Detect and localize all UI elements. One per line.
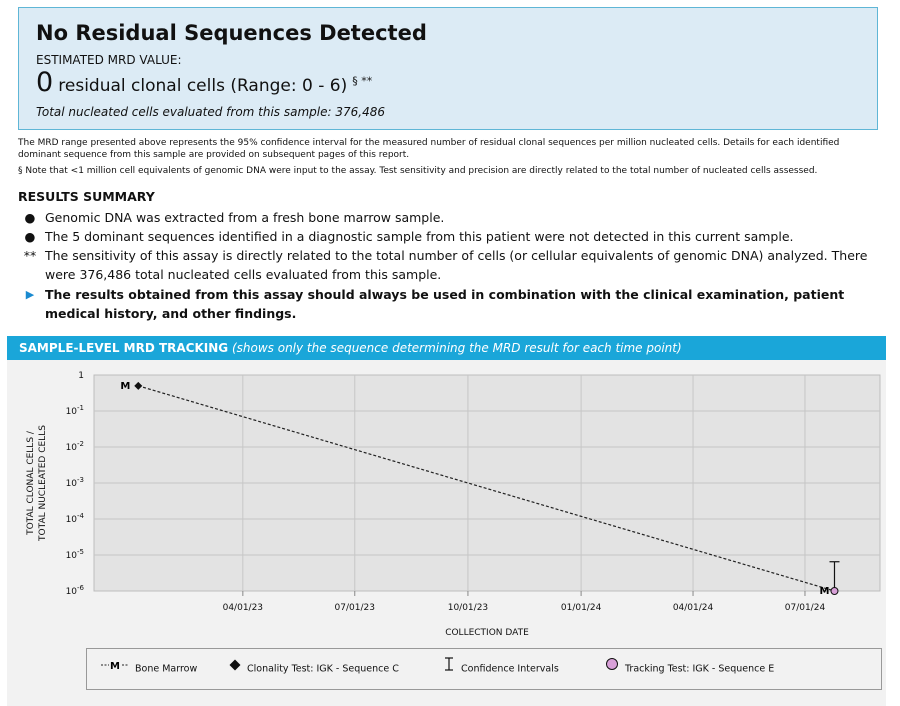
y-tick-exponent: -3 — [77, 476, 84, 484]
sample-type-label: M — [120, 380, 131, 392]
tracking-test-point — [831, 588, 838, 595]
y-tick-label: $10^{-4}$ — [65, 512, 84, 525]
tracking-title: SAMPLE-LEVEL MRD TRACKING — [19, 341, 229, 355]
total-nucleated-cells: Total nucleated cells evaluated from this sample: 376,486 — [36, 105, 385, 119]
y-tick-exponent: -6 — [77, 584, 84, 592]
mrd-value-line — [36, 67, 372, 98]
results-summary-title: RESULTS SUMMARY — [18, 189, 155, 204]
summary-item-text: The results obtained from this assay should always be used in combination with the clinical examination, patient medical history, and other findings. — [45, 287, 845, 321]
x-tick-label: 04/01/24 — [672, 603, 714, 613]
y-axis-title-line1: TOTAL CLONAL CELLS / — [26, 431, 36, 535]
y-tick-label: $10^{-5}$ — [65, 548, 84, 561]
y-tick-label: $10^{-1}$ — [65, 404, 84, 417]
bone-marrow-line-icon — [101, 649, 129, 689]
legend-item-confidence-intervals — [443, 649, 559, 689]
legend-label: Confidence Intervals — [461, 663, 559, 675]
dna-input-note: § Note that <1 million cell equivalents of genomic DNA were input to the assay. Test sensitivity and precision are directly related to the total number of nucleated cells assessed. — [18, 166, 818, 176]
legend-label: Bone Marrow — [135, 663, 198, 675]
x-tick-label: 07/01/24 — [784, 603, 826, 613]
mrd-range-note: The MRD range presented above represents the 95% confidence interval for the measured number of residual clonal sequences per million nucleated cells. Details for each identified dominant sequence from this sample are provided on subsequent pages of this report. — [18, 138, 840, 160]
mrd-value: 0 — [36, 67, 54, 98]
legend-item-tracking-test — [605, 649, 774, 689]
chart-legend — [86, 648, 882, 690]
legend-label: Tracking Test: IGK - Sequence E — [625, 663, 775, 675]
bullet-dot: ● — [24, 210, 36, 225]
mrd-value-text: residual clonal cells (Range: 0 - 6) — [58, 76, 348, 96]
tracking-subtitle: (shows only the sequence determining the MRD result for each time point) — [231, 341, 682, 355]
summary-item-text: Genomic DNA was extracted from a fresh bone marrow sample. — [45, 210, 445, 225]
legend-item-bone-marrow — [101, 649, 197, 689]
mrd-result-title: No Residual Sequences Detected — [36, 21, 427, 45]
estimated-mrd-label: ESTIMATED MRD VALUE: — [36, 53, 182, 67]
summary-item-text: The 5 dominant sequences identified in a diagnostic sample from this patient were not detected in this current sample. — [45, 229, 794, 244]
summary-item-text: The sensitivity of this assay is directly related to the total number of cells (or cellular equivalents of genomic DNA) analyzed. There were 376,486 total nucleated cells evaluated from this sample. — [45, 248, 868, 282]
x-tick-label: 07/01/23 — [334, 603, 375, 613]
x-tick-label: 10/01/23 — [447, 603, 489, 613]
mrd-tracking-header — [7, 336, 886, 360]
mrd-summary-box — [18, 7, 878, 130]
svg-text:M: M — [110, 661, 120, 671]
y-tick-exponent: -1 — [77, 404, 84, 412]
y-tick-label: $10^{-2}$ — [65, 440, 84, 453]
y-tick-label: $10^{-3}$ — [65, 476, 84, 489]
x-tick-label: 04/01/23 — [222, 603, 264, 613]
y-tick-label: 1 — [78, 371, 84, 381]
diamond-icon — [229, 649, 241, 689]
y-tick-exponent: -2 — [77, 440, 84, 448]
confidence-interval-icon — [443, 649, 455, 689]
y-tick-exponent: -5 — [77, 548, 84, 556]
legend-label: Clonality Test: IGK - Sequence C — [247, 663, 399, 675]
circle-icon — [605, 649, 619, 689]
x-axis-title: COLLECTION DATE — [445, 628, 529, 638]
mrd-value-marks: § ** — [352, 74, 373, 88]
play-arrow-icon: ▶ — [25, 288, 35, 301]
y-axis-title — [26, 425, 48, 542]
y-tick-label: $10^{-6}$ — [65, 584, 84, 597]
bullet-dot: ● — [24, 229, 36, 244]
double-asterisk-mark: ** — [23, 248, 37, 263]
x-tick-label: 01/01/24 — [560, 603, 602, 613]
sample-type-label: M — [819, 586, 830, 597]
y-tick-exponent: -4 — [77, 512, 84, 520]
y-axis-title-line2: TOTAL NUCLEATED CELLS — [38, 425, 48, 541]
legend-item-clonality-test — [229, 649, 399, 689]
